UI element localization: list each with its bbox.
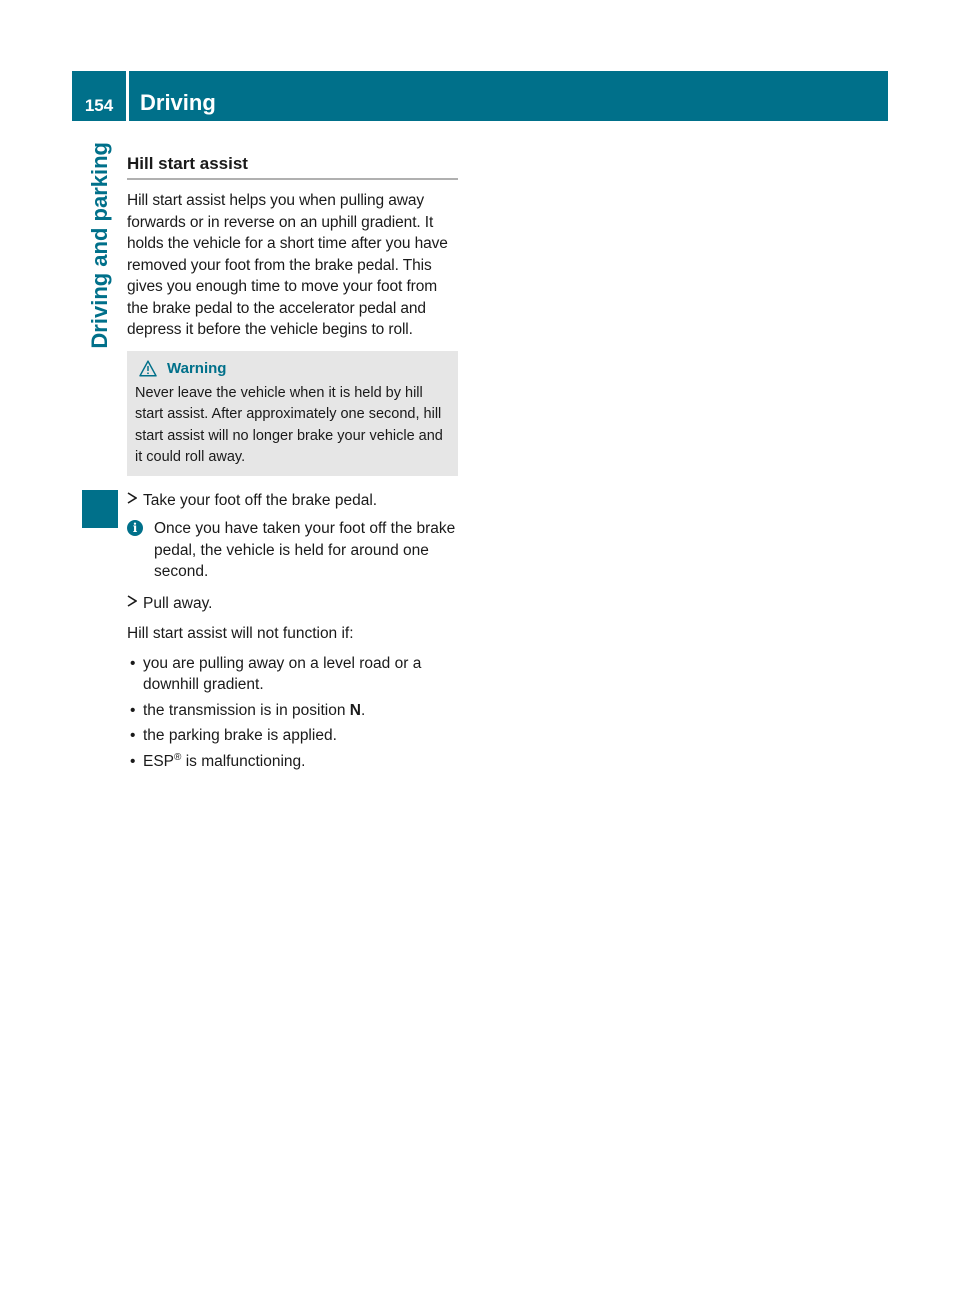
info-note xyxy=(127,518,458,583)
side-tab-label: Driving and parking xyxy=(87,142,112,349)
conditions-intro: Hill start assist will not function if: xyxy=(127,625,354,642)
step-item xyxy=(127,490,458,513)
list-item-text-part: the transmission is in position xyxy=(143,701,350,719)
warning-label: Warning xyxy=(167,359,227,377)
list-item xyxy=(127,653,458,696)
bullet-mark: • xyxy=(130,654,136,672)
header-divider xyxy=(126,71,129,121)
bullet-mark: • xyxy=(130,752,136,770)
info-text: Once you have taken your foot off the brake pedal, the vehicle is held for around one second. xyxy=(154,520,456,580)
list-item-text-part: is malfunctioning. xyxy=(181,752,306,770)
list-item-text xyxy=(143,700,365,722)
intro-paragraph: Hill start assist helps you when pulling away forwards or in reverse on an uphill gradient. It holds the vehicle for a short time after you have removed your foot from the brake pedal. This gives you enough time to move your foot from the brake pedal to the accelerator pedal and depress it before the vehicle begins to roll. xyxy=(127,192,448,338)
chapter-title: Driving xyxy=(140,90,216,115)
list-item xyxy=(127,751,458,773)
warning-header xyxy=(135,359,450,379)
section-title: Hill start assist xyxy=(127,150,458,180)
step-text: Take your foot off the brake pedal. xyxy=(143,491,378,509)
list-item-text xyxy=(143,751,305,773)
list-item-text: you are pulling away on a level road or a downhill gradient. xyxy=(143,654,422,693)
step-text: Pull away. xyxy=(143,594,213,612)
warning-triangle-icon xyxy=(139,360,157,377)
step-arrow-icon xyxy=(127,593,143,616)
info-icon: i xyxy=(127,520,143,536)
list-item xyxy=(127,725,458,747)
position-n: N xyxy=(349,701,361,719)
side-tab-marker xyxy=(82,490,118,528)
list-item-text-part: ESP xyxy=(143,752,175,770)
list-item-text: the parking brake is applied. xyxy=(143,727,337,744)
main-content xyxy=(127,150,458,772)
warning-box xyxy=(127,351,458,476)
bullet-mark: • xyxy=(130,727,136,744)
page-number: 154 xyxy=(84,96,114,115)
step-item xyxy=(127,593,458,616)
warning-text: Never leave the vehicle when it is held by hill start assist. After approximately one second, hill start assist will no longer brake your vehicle and it could roll away. xyxy=(135,384,443,465)
list-item xyxy=(127,700,458,722)
list-item-text-part: . xyxy=(360,701,366,719)
bullet-mark: • xyxy=(130,701,136,719)
registered-mark: ® xyxy=(174,751,182,763)
step-arrow-icon xyxy=(127,490,143,513)
